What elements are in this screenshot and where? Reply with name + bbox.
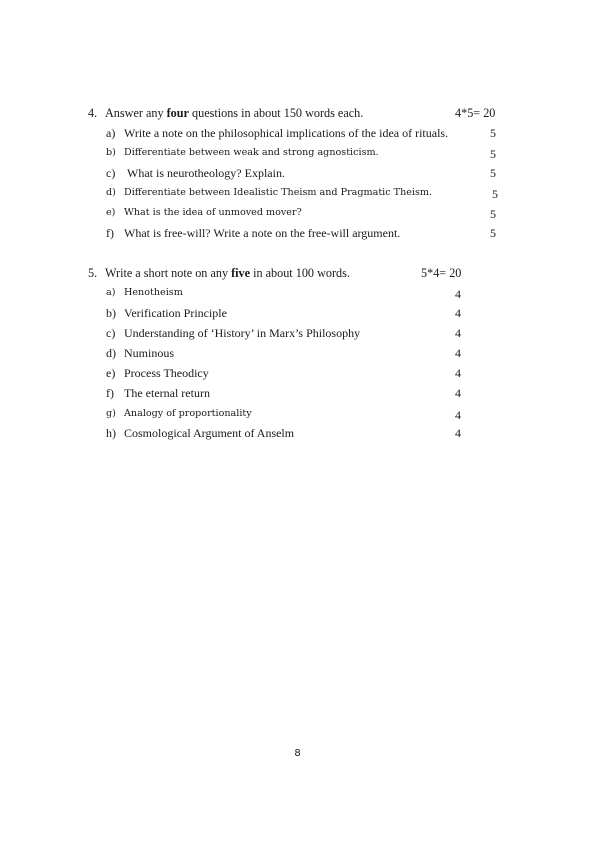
item-label: e)	[106, 366, 116, 380]
item-label: f)	[106, 386, 114, 400]
item-marks: 4	[455, 287, 461, 301]
item-marks: 5	[490, 226, 496, 240]
item-marks: 5	[490, 126, 496, 140]
item-label: h)	[106, 426, 116, 440]
list-item	[106, 306, 476, 322]
item-text: Verification Principle	[124, 306, 227, 320]
item-label: f)	[106, 226, 114, 240]
list-item	[106, 187, 506, 203]
item-label: c)	[106, 326, 116, 340]
list-item	[106, 226, 506, 242]
item-marks: 4	[455, 346, 461, 360]
question-marks: 5*4= 20	[421, 266, 462, 280]
list-item	[106, 207, 506, 223]
item-marks: 5	[490, 147, 496, 161]
item-text: Henotheism	[124, 287, 183, 298]
item-marks: 5	[492, 187, 498, 201]
list-item	[106, 126, 506, 142]
list-item	[106, 287, 476, 303]
item-text: Differentiate between Idealistic Theism and Pragmatic Theism.	[124, 187, 433, 198]
item-text: Write a note on the philosophical implications of the idea of rituals.	[124, 126, 449, 140]
item-label: a)	[106, 126, 116, 140]
item-marks: 5	[490, 166, 496, 180]
question-instruction: Answer any four questions in about 150 words each.	[105, 106, 364, 120]
item-text: The eternal return	[124, 386, 210, 400]
item-text: Analogy of proportionality	[124, 408, 252, 419]
list-item	[106, 426, 476, 442]
item-label: d)	[106, 187, 116, 198]
question-4-heading	[88, 106, 508, 122]
item-text: Differentiate between weak and strong agnosticism.	[124, 147, 379, 158]
item-label: d)	[106, 346, 116, 360]
item-label: c)	[106, 166, 116, 180]
item-marks: 4	[455, 326, 461, 340]
item-marks: 5	[490, 207, 496, 221]
question-instruction: Write a short note on any five in about 100 words.	[105, 266, 350, 280]
page-number: 8	[294, 748, 301, 759]
question-number: 5.	[88, 266, 98, 280]
item-text: Numinous	[124, 346, 175, 360]
item-marks: 4	[455, 366, 461, 380]
list-item	[106, 147, 506, 163]
question-marks: 4*5= 20	[455, 106, 496, 120]
question-number: 4.	[88, 106, 98, 120]
item-label: b)	[106, 306, 116, 320]
list-item	[106, 166, 506, 182]
item-label: e)	[106, 207, 116, 218]
item-text: Understanding of ‘History’ in Marx’s Philosophy	[124, 326, 361, 340]
item-label: g)	[106, 408, 116, 419]
list-item	[106, 326, 476, 342]
question-5-heading	[88, 266, 508, 282]
item-text: What is free-will? Write a note on the free-will argument.	[124, 226, 401, 240]
list-item	[106, 386, 476, 402]
list-item	[106, 346, 476, 362]
list-item	[106, 366, 476, 382]
list-item	[106, 408, 476, 424]
item-marks: 4	[455, 386, 461, 400]
item-text: What is the idea of unmoved mover?	[124, 207, 302, 218]
item-label: b)	[106, 147, 116, 158]
item-marks: 4	[455, 306, 461, 320]
item-text: What is neurotheology? Explain.	[127, 166, 285, 180]
item-text: Cosmological Argument of Anselm	[124, 426, 295, 440]
item-label: a)	[106, 287, 116, 298]
item-marks: 4	[455, 426, 461, 440]
item-text: Process Theodicy	[124, 366, 209, 380]
item-marks: 4	[455, 408, 461, 422]
